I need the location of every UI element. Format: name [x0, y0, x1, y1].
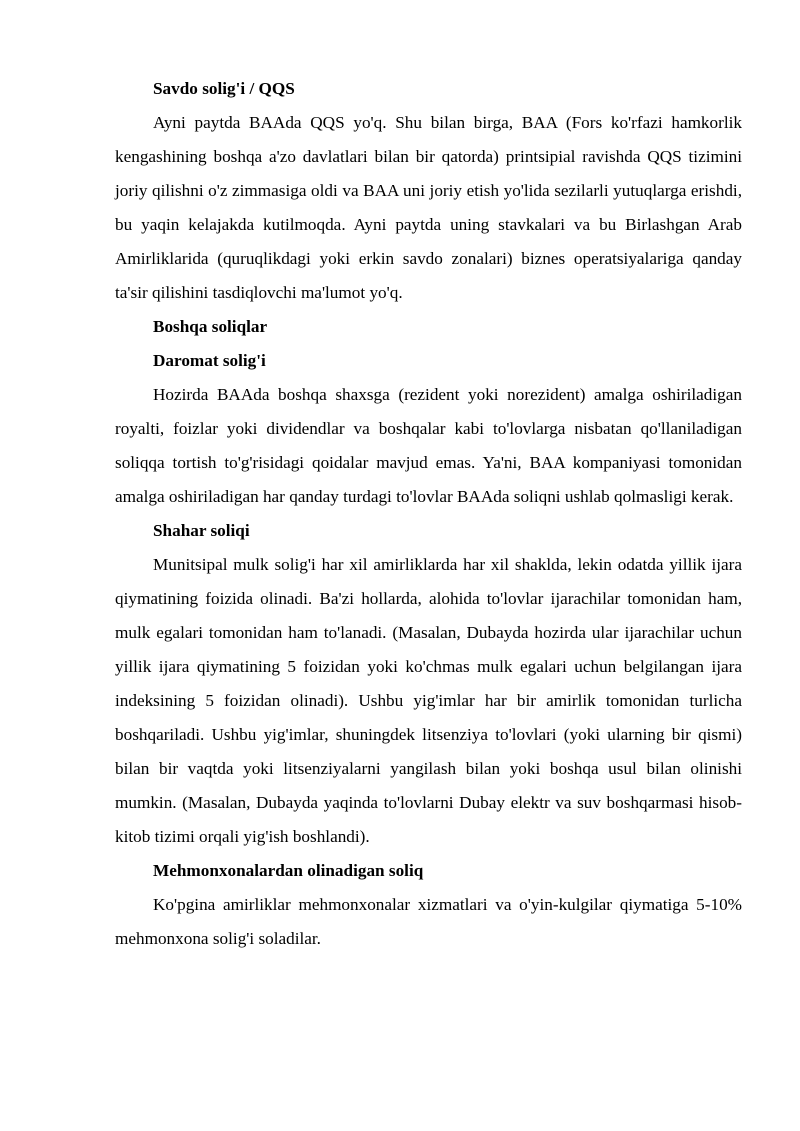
section-heading-boshqa-soliqlar: Boshqa soliqlar: [153, 317, 268, 336]
section-heading-mehmonxona: Mehmonxonalardan olinadigan soliq: [153, 861, 424, 880]
section-heading-daromat: Daromat solig'i: [153, 351, 266, 370]
document-page: [115, 72, 742, 956]
section-heading-savdo: Savdo solig'i / QQS: [153, 79, 295, 98]
section-heading-shahar: Shahar soliqi: [153, 521, 250, 540]
paragraph-mehmonxona: Ko'pgina amirliklar mehmonxonalar xizmatlari va o'yin-kulgilar qiymatiga 5-10% mehmonxona solig'i soladilar.: [115, 895, 742, 948]
paragraph-shahar: Munitsipal mulk solig'i har xil amirliklarda har xil shaklda, lekin odatda yillik ijara qiymatining foizida olinadi. Ba'zi hollarda, alohida to'lovlar ijarachilar tomonidan ham, mulk egalari tomonidan ham to'lanadi. (Masalan, Dubayda hozirda ular ijarachilar uchun yillik ijara qiymatining 5 foizidan yoki ko'chmas mulk egalari uchun belgilangan ijara indeksining 5 foizidan olinadi). Ushbu yig'imlar har bir amirlik tomonidan turlicha boshqariladi. Ushbu yig'imlar, shuningdek litsenziya to'lovlari (yoki ularning bir qismi) bilan bir vaqtda yoki litsenziyalarni yangilash bilan yoki boshqa usul bilan olinishi mumkin. (Masalan, Dubayda yaqinda to'lovlarni Dubay elektr va suv boshqarmasi hisob-kitob tizimi orqali yig'ish boshlandi).: [115, 555, 742, 846]
paragraph-daromat: Hozirda BAAda boshqa shaxsga (rezident yoki norezident) amalga oshiriladigan royalti, foizlar yoki dividendlar va boshqalar kabi to'lovlarga nisbatan qo'llaniladigan soliqqa tortish to'g'risidagi qoidalar mavjud emas. Ya'ni, BAA kompaniyasi tomonidan amalga oshiriladigan har qanday turdagi to'lovlar BAAda soliqni ushlab qolmasligi kerak.: [115, 385, 742, 506]
paragraph-savdo: Ayni paytda BAAda QQS yo'q. Shu bilan birga, BAA (Fors ko'rfazi hamkorlik kengashining boshqa a'zo davlatlari bilan bir qatorda) printsipial ravishda QQS tizimini joriy qilishni o'z zimmasiga oldi va BAA uni joriy etish yo'lida sezilarli yutuqlarga erishdi, bu yaqin kelajakda kutilmoqda. Ayni paytda uning stavkalari va bu Birlashgan Arab Amirliklarida (quruqlikdagi yoki erkin savdo zonalari) biznes operatsiyalariga qanday ta'sir qilishini tasdiqlovchi ma'lumot yo'q.: [115, 113, 742, 302]
